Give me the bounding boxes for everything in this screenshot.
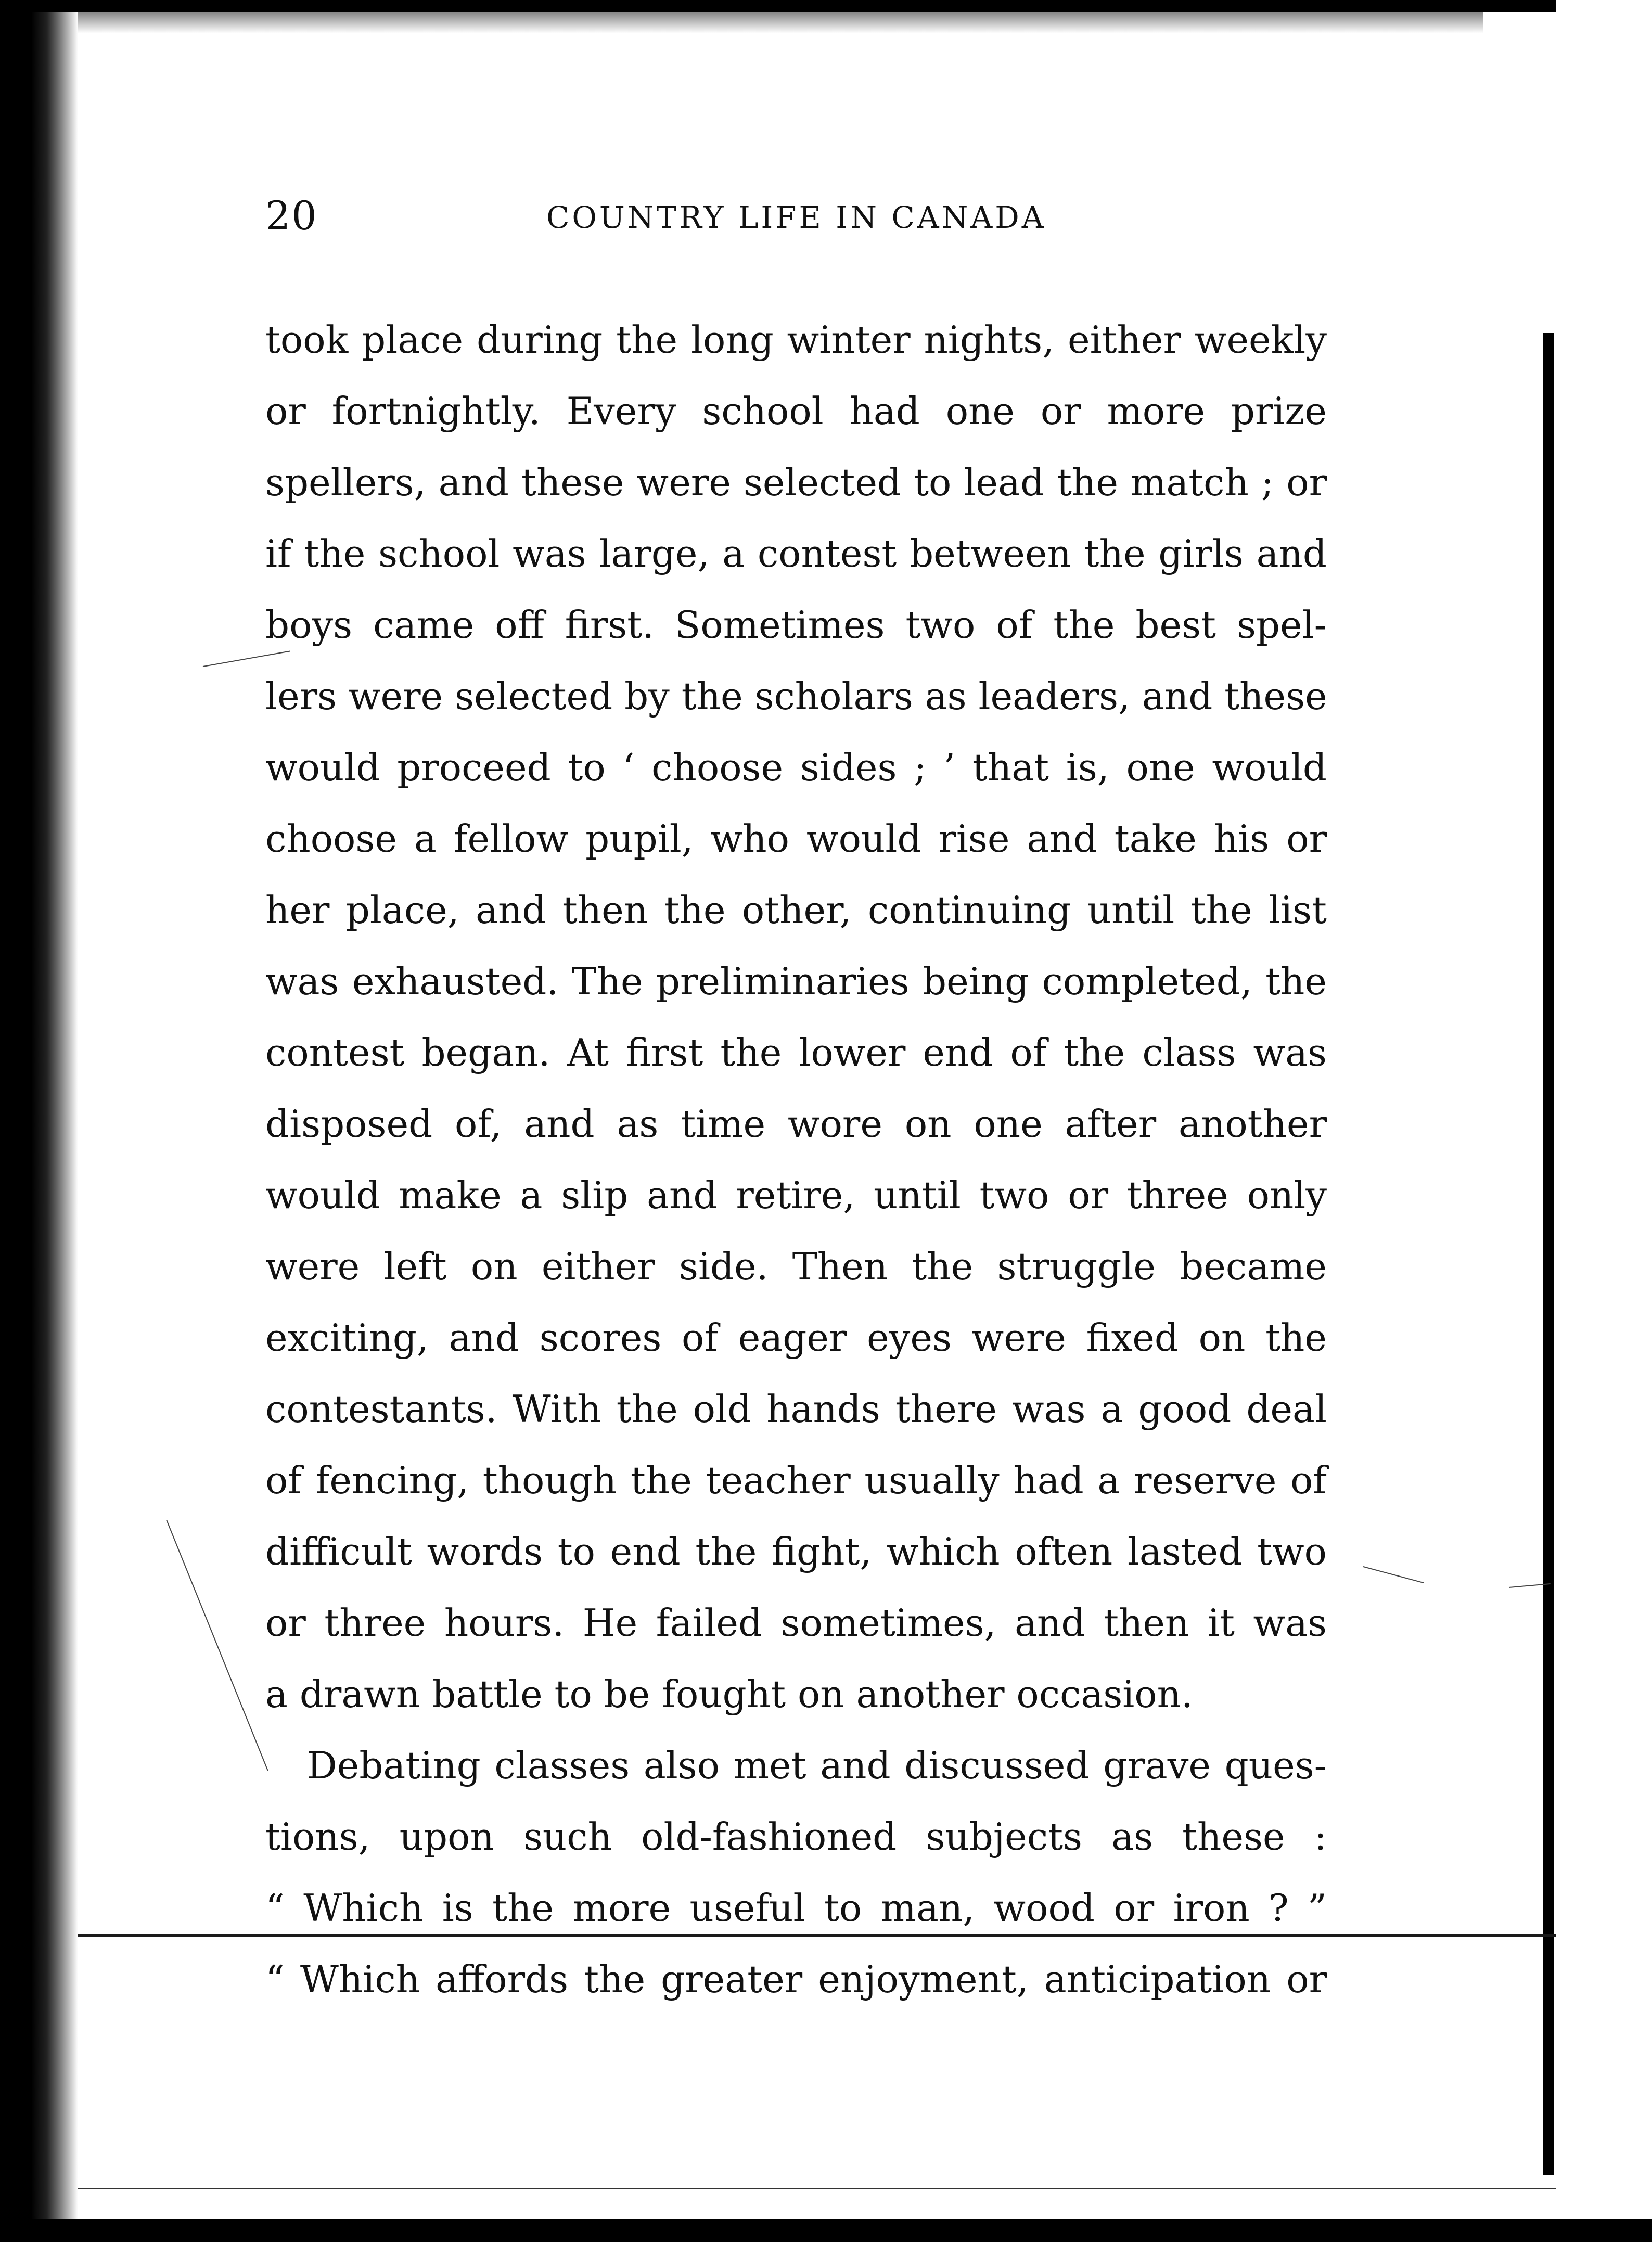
text-line: or three hours. He failed sometimes, and then it was <box>265 1601 1327 1645</box>
scan-right-border <box>1543 333 1554 2175</box>
stray-mark <box>166 1520 268 1771</box>
text-line: contestants. With the old hands there was a good deal <box>265 1387 1327 1431</box>
running-head: COUNTRY LIFE IN CANADA <box>546 200 1046 235</box>
text-line: choose a fellow pupil, who would rise and take his or <box>265 817 1327 861</box>
text-line: lers were selected by the scholars as leaders, and these <box>265 674 1327 718</box>
scan-bottom-line <box>78 2188 1556 2189</box>
text-line: her place, and then the other, continuing until the list <box>265 888 1327 932</box>
text-line: would make a slip and retire, until two or three only <box>265 1173 1327 1217</box>
text-line: were left on either side. Then the struggle became <box>265 1245 1327 1288</box>
text-line: Debating classes also met and discussed grave ques- <box>307 1744 1327 1787</box>
page-header <box>265 193 1514 245</box>
text-line: contest began. At first the lower end of the class was <box>265 1031 1327 1074</box>
text-line: difficult words to end the fight, which often lasted two <box>265 1530 1327 1573</box>
text-line: tions, upon such old-fashioned subjects as these : <box>265 1815 1327 1859</box>
scan-top-shadow <box>78 12 1483 33</box>
text-line: or fortnightly. Every school had one or more prize <box>265 389 1327 433</box>
stray-mark <box>1363 1566 1424 1583</box>
text-line: “ Which affords the greater enjoyment, anticipation or <box>265 1957 1327 2001</box>
text-line: disposed of, and as time wore on one after another <box>265 1102 1327 1146</box>
text-line: “ Which is the more useful to man, wood or iron ? ” <box>265 1886 1327 1930</box>
text-line: a drawn battle to be fought on another occasion. <box>265 1672 1193 1716</box>
text-line: if the school was large, a contest between the girls and <box>265 532 1327 575</box>
scan-top-border <box>0 0 1652 12</box>
text-line: would proceed to ‘ choose sides ; ’ that is, one would <box>265 746 1327 789</box>
body-text <box>265 304 1327 2015</box>
text-line: of fencing, though the teacher usually had a reserve of <box>265 1458 1327 1502</box>
scan-right-margin <box>1556 0 1652 2242</box>
scan-left-border <box>0 0 78 2242</box>
scan-bottom-border <box>0 2219 1652 2242</box>
text-line: spellers, and these were selected to lead the match ; or <box>265 460 1327 504</box>
text-line: boys came off first. Sometimes two of the best spel- <box>265 603 1327 647</box>
text-line: took place during the long winter nights, either weekly <box>265 318 1327 362</box>
text-line: was exhausted. The preliminaries being completed, the <box>265 959 1327 1003</box>
page-number: 20 <box>265 193 318 239</box>
text-line: exciting, and scores of eager eyes were fixed on the <box>265 1316 1327 1360</box>
